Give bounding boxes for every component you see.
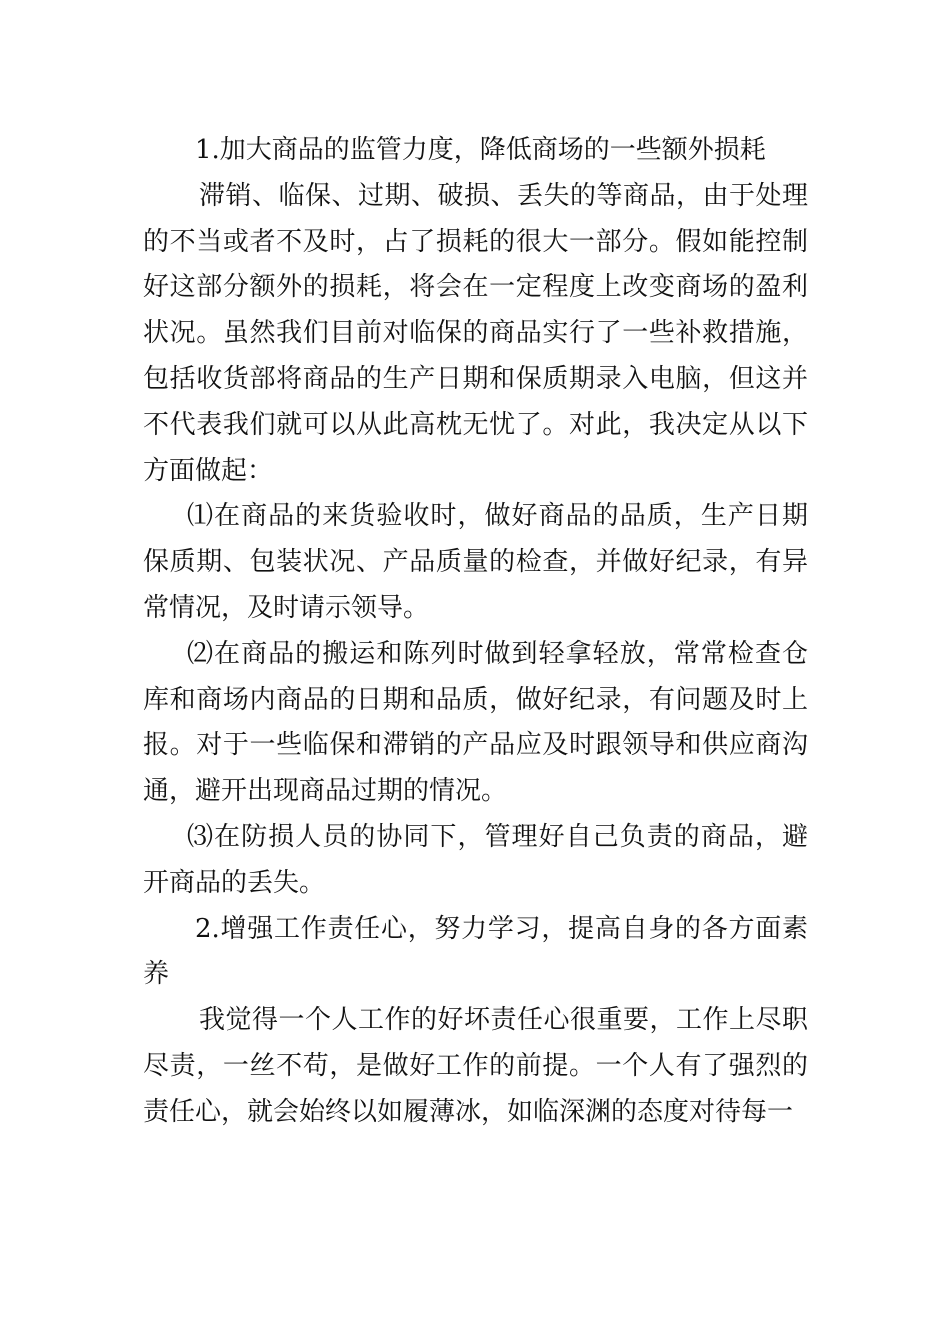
list-item-3: ⑶在防损人员的协同下，管理好自己负责的商品，避开商品的丢失。 [143, 821, 808, 898]
list-item-1: ⑴在商品的来货验收时，做好商品的品质，生产日期保质期、包装状况、产品质量的检查，并做好纪录，有异常情况，及时请示领导。 [143, 501, 808, 623]
paragraph-loss-control: 滞销、临保、过期、破损、丢失的等商品，由于处理的不当或者不及时，占了损耗的很大一部分。假如能控制好这部分额外的损耗，将会在一定程度上改变商场的盈利状况。虽然我们目前对临保的商品实行了一些补救措施，包括收货部将商品的生产日期和保质期录入电脑，但这并不代表我们就可以从此高枕无忧了。对此，我决定从以下方面做起： [143, 180, 808, 486]
list-item-2: ⑵在商品的搬运和陈列时做到轻拿轻放，常常检查仓库和商场内商品的日期和品质，做好纪录，有问题及时上报。对于一些临保和滞销的产品应及时跟领导和供应商沟通，避开出现商品过期的情况。 [143, 638, 808, 807]
paragraph-responsibility: 我觉得一个人工作的好坏责任心很重要，工作上尽职尽责，一丝不苟，是做好工作的前提。一个人有了强烈的责任心，就会始终以如履薄冰，如临深渊的态度对待每一 [143, 1005, 808, 1127]
section-heading-2: 2.增强工作责任心，努力学习，提高自身的各方面素养 [143, 913, 808, 990]
section-heading-1: 1.加大商品的监管力度，降低商场的一些额外损耗 [195, 135, 766, 165]
document-body [143, 128, 808, 1136]
